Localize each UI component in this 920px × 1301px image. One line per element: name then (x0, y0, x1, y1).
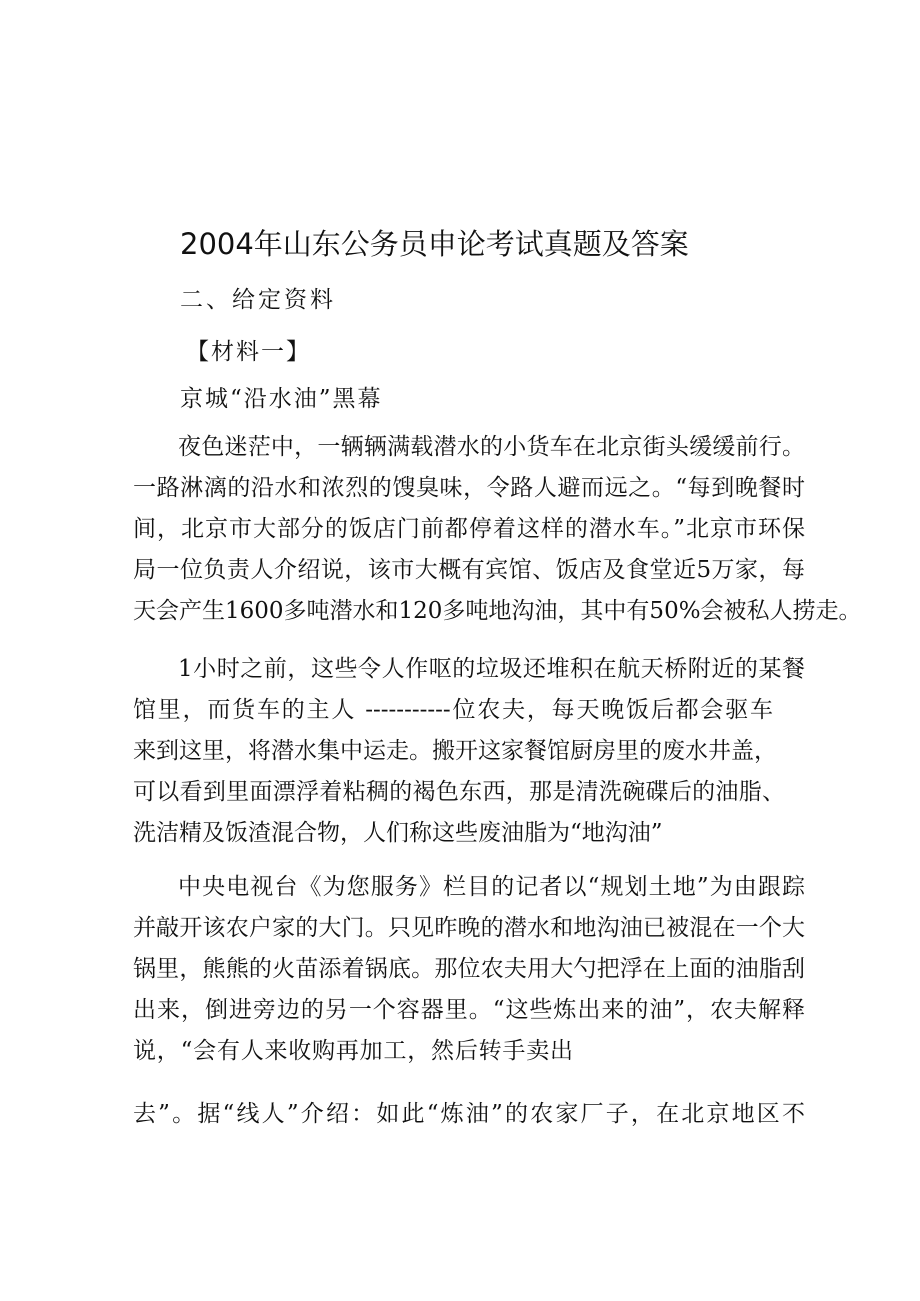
paragraph-2-line: 馆里，而货车的主人 -----------位农夫，每天晚饭后都会驱车 (133, 697, 773, 723)
paragraph-2-line: 可以看到里面漂浮着粘稠的褐色东西，那是清洗碗碟后的油脂、 (133, 779, 785, 805)
paragraph-3-line: 去”。据“线人”介绍：如此“炼油”的农家厂子，在北京地区不 (133, 1101, 805, 1127)
paragraph-3-line: 出来，倒进旁边的另一个容器里。“这些炼出来的油”，农夫解释 (133, 997, 805, 1023)
paragraph-1-line: 一路淋漓的沿水和浓烈的馊臭味，令路人避而远之。“每到晚餐时 (133, 475, 805, 501)
paragraph-3-line: 中央电视台《为您服务》栏目的记者以“规划土地”为由跟踪 (178, 874, 805, 900)
paragraph-2-line: 来到这里，将潜水集中运走。搬开这家餐馆厨房里的废水井盖， (133, 738, 777, 764)
article-title: 京城“沿水油”黑幕 (180, 386, 383, 412)
paragraph-2 (133, 649, 805, 854)
paragraph-1-line: 天会产生1600多吨潜水和120多吨地沟油，其中有50%会被私人捞走。 (133, 598, 862, 624)
paragraph-1-line: 夜色迷茫中，一辆辆满载潜水的小货车在北京街头缓缓前行。 (178, 434, 805, 460)
paragraph-3-line: 说，“会有人来收购再加工，然后转手卖出 (133, 1038, 573, 1064)
paragraph-1-line: 局一位负责人介绍说，该市大概有宾馆、饭店及食堂近5万家，每 (133, 557, 805, 583)
paragraph-3-line: 并敲开该农户家的大门。只见昨晚的潜水和地沟油已被混在一个大 (133, 915, 805, 941)
material-label: 【材料一】 (186, 339, 311, 365)
paragraph-1 (133, 427, 862, 632)
paragraph-3 (133, 867, 805, 1135)
paragraph-1-line: 间，北京市大部分的饭店门前都停着这样的潜水车。”北京市环保 (133, 516, 805, 542)
document-title: 2004年山东公务员申论考试真题及答案 (180, 227, 689, 261)
paragraph-2-line: 洗洁精及饭渣混合物，人们称这些废油脂为“地沟油” (133, 820, 663, 846)
paragraph-2-line: 1小时之前，这些令人作呕的垃圾还堆积在航天桥附近的某餐 (178, 656, 805, 682)
paragraph-3-line: 锅里，熊熊的火苗添着锅底。那位农夫用大勺把浮在上面的油脂刮 (133, 956, 805, 982)
section-heading: 二、给定资料 (180, 287, 336, 313)
